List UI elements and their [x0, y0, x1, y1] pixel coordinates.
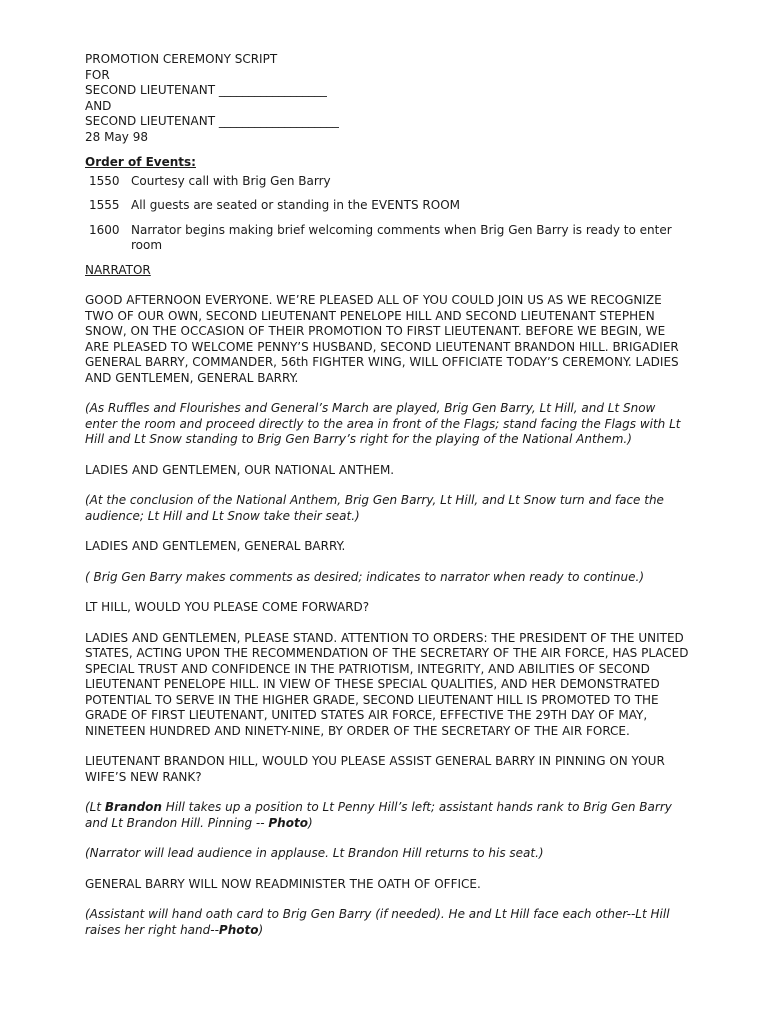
document-header: [85, 52, 690, 145]
event-item: [85, 223, 690, 254]
anthem-announcement: LADIES AND GENTLEMEN, OUR NATIONAL ANTHEM.: [85, 462, 395, 477]
stage-direction: (Narrator will lead audience in applause. Lt Brandon Hill returns to his seat.): [85, 846, 544, 860]
event-description: Courtesy call with Brig Gen Barry: [131, 173, 331, 188]
direction-text: (Assistant will hand oath card to Brig Gen Barry (if needed). He and Lt Hill face each other--Lt Hill raises her right hand--: [85, 907, 670, 937]
stage-direction: (At the conclusion of the National Anthem, Brig Gen Barry, Lt Hill, and Lt Snow turn and face the audience; Lt Hill and Lt Snow take their seat.): [85, 493, 664, 523]
oath-direction: [85, 907, 690, 938]
welcome-paragraph: GOOD AFTERNOON EVERYONE. WE’RE PLEASED ALL OF YOU COULD JOIN US AS WE RECOGNIZE TWO OF OUR OWN, SECOND LIEUTENANT PENELOPE HILL AND SECOND LIEUTENANT STEPHEN SNOW, ON THE OCCASION OF THEIR PROMOTION TO FIRST LIEUTENANT. BEFORE WE BEGIN, WE ARE PLEASED TO WELCOME PENNY’S HUSBAND, SECOND LIEUTENANT BRANDON HILL. BRIGADIER GENERAL BARRY, COMMANDER, 56th FIGHTER WING, WILL OFFICIATE TODAY’S CEREMONY. LADIES AND GENTLEMEN, GENERAL BARRY.: [85, 293, 679, 385]
stage-direction: (As Ruffles and Flourishes and General’s March are played, Brig Gen Barry, Lt Hill, and Lt Snow enter the room and proceed directly to the area in front of the Flags; stand facing the Flags with Lt Hill and Lt Snow standing to Brig Gen Barry’s right for the playing of the National Anthem.): [85, 401, 681, 446]
event-item: [85, 174, 690, 190]
general-introduction: LADIES AND GENTLEMEN, GENERAL BARRY.: [85, 539, 346, 553]
narrator-heading: NARRATOR: [85, 262, 151, 277]
stage-direction: ( Brig Gen Barry makes comments as desired; indicates to narrator when ready to continue.): [85, 569, 645, 584]
photo-cue: Photo: [268, 815, 308, 830]
events-list: [85, 174, 690, 254]
direction-text: (Lt: [85, 800, 105, 814]
come-forward-line: LT HILL, WOULD YOU PLEASE COME FORWARD?: [85, 600, 370, 614]
direction-emphasis: Brandon: [104, 800, 162, 814]
event-description: Narrator begins making brief welcoming comments when Brig Gen Barry is ready to enter room: [131, 222, 672, 252]
event-description: All guests are seated or standing in the EVENTS ROOM: [131, 198, 460, 212]
oath-announcement: GENERAL BARRY WILL NOW READMINISTER THE OATH OF OFFICE.: [85, 876, 481, 891]
direction-text: Hill takes up a position to Lt Penny Hill’s left; assistant hands rank to Brig Gen Barry and Lt Brandon Hill. Pinning --: [85, 800, 672, 830]
promotion-order-paragraph: LADIES AND GENTLEMEN, PLEASE STAND. ATTENTION TO ORDERS: THE PRESIDENT OF THE UNITED STATES, ACTING UPON THE RECOMMENDATION OF THE SECRETARY OF THE AIR FORCE, HAS PLACED SPECIAL TRUST AND CONFIDENCE IN THE PATRIOTISM, INTEGRITY, AND ABILITIES OF SECOND LIEUTENANT PENELOPE HILL. IN VIEW OF THESE SPECIAL QUALITIES, AND HER DEMONSTRATED POTENTIAL TO SERVE IN THE HIGHER GRADE, SECOND LIEUTENANT HILL IS PROMOTED TO THE GRADE OF FIRST LIEUTENANT, UNITED STATES AIR FORCE, EFFECTIVE THE 29TH DAY OF MAY, NINETEEN HUNDRED AND NINETY-NINE, BY ORDER OF THE SECRETARY OF THE AIR FORCE.: [85, 630, 689, 738]
event-time: 1600: [89, 222, 120, 237]
pinning-direction: [85, 800, 690, 831]
order-of-events-title: Order of Events:: [85, 155, 196, 169]
header-for: FOR: [85, 67, 110, 82]
header-title: PROMOTION CEREMONY SCRIPT: [85, 52, 278, 66]
header-second-lt-1: SECOND LIEUTENANT __________________: [85, 83, 327, 97]
direction-text: ): [258, 922, 264, 937]
header-second-lt-2: SECOND LIEUTENANT ____________________: [85, 114, 339, 128]
photo-cue: Photo: [218, 922, 259, 937]
header-date: 28 May 98: [85, 129, 148, 144]
document-page: [85, 52, 690, 953]
direction-text: ): [307, 815, 313, 830]
event-time: 1555: [89, 198, 120, 212]
pinning-request: LIEUTENANT BRANDON HILL, WOULD YOU PLEASE ASSIST GENERAL BARRY IN PINNING ON YOUR WIFE’S NEW RANK?: [85, 754, 665, 784]
event-time: 1550: [89, 173, 120, 188]
header-and: AND: [85, 98, 112, 113]
event-item: [85, 198, 690, 214]
